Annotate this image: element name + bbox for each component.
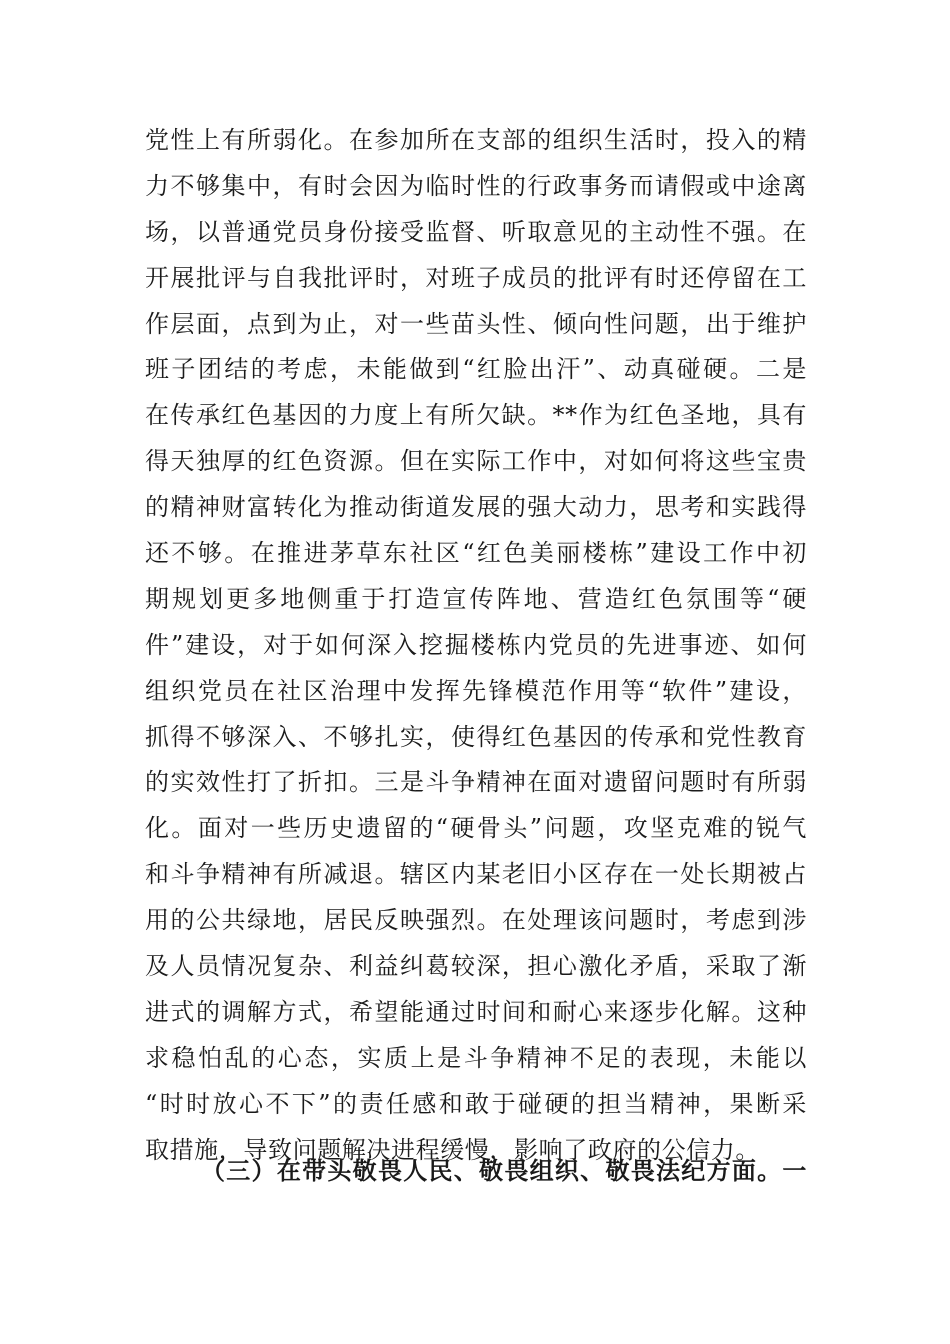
paragraph-line: 的实效性打了折扣。三是斗争精神在面对遗留问题时有所弱	[145, 768, 807, 797]
section-heading: （三）在带头敬畏人民、敬畏组织、敬畏法纪方面。一	[201, 1156, 807, 1185]
paragraph-line: 的精神财富转化为推动街道发展的强大动力，思考和实践得	[145, 493, 807, 522]
paragraph-line: 组织党员在社区治理中发挥先锋模范作用等“软件”建设，	[145, 676, 807, 705]
paragraph-line: 和斗争精神有所减退。辖区内某老旧小区存在一处长期被占	[145, 860, 807, 889]
paragraph-line: 还不够。在推进茅草东社区“红色美丽楼栋”建设工作中初	[145, 539, 807, 568]
paragraph-line: 班子团结的考虑，未能做到“红脸出汗”、动真碰硬。二是	[145, 355, 807, 384]
paragraph-line: 作层面，点到为止，对一些苗头性、倾向性问题，出于维护	[145, 309, 807, 338]
paragraph-line: 求稳怕乱的心态，实质上是斗争精神不足的表现，未能以	[145, 1043, 807, 1072]
paragraph-line: 及人员情况复杂、利益纠葛较深，担心激化矛盾，采取了渐	[145, 952, 807, 981]
body-paragraph	[145, 118, 807, 1173]
paragraph-line: 抓得不够深入、不够扎实，使得红色基因的传承和党性教育	[145, 722, 807, 751]
paragraph-line: 开展批评与自我批评时，对班子成员的批评有时还停留在工	[145, 263, 807, 292]
paragraph-line: 期规划更多地侧重于打造宣传阵地、营造红色氛围等“硬	[145, 584, 807, 613]
paragraph-line: “时时放心不下”的责任感和敢于碰硬的担当精神，果断采	[145, 1089, 807, 1118]
paragraph-line: 化。面对一些历史遗留的“硬骨头”问题，攻坚克难的锐气	[145, 814, 807, 843]
paragraph-line: 件”建设，对于如何深入挖掘楼栋内党员的先进事迹、如何	[145, 630, 807, 659]
paragraph-line: 取措施，导致问题解决进程缓慢，影响了政府的公信力。	[145, 1135, 760, 1164]
paragraph-line: 得天独厚的红色资源。但在实际工作中，对如何将这些宝贵	[145, 447, 807, 476]
paragraph-line: 力不够集中，有时会因为临时性的行政事务而请假或中途离	[145, 171, 807, 200]
paragraph-line: 场，以普通党员身份接受监督、听取意见的主动性不强。在	[145, 217, 807, 246]
paragraph-line: 在传承红色基因的力度上有所欠缺。**作为红色圣地，具有	[145, 401, 807, 430]
paragraph-line: 用的公共绿地，居民反映强烈。在处理该问题时，考虑到涉	[145, 906, 807, 935]
paragraph-line: 党性上有所弱化。在参加所在支部的组织生活时，投入的精	[145, 126, 807, 154]
paragraph-line: 进式的调解方式，希望能通过时间和耐心来逐步化解。这种	[145, 997, 807, 1026]
